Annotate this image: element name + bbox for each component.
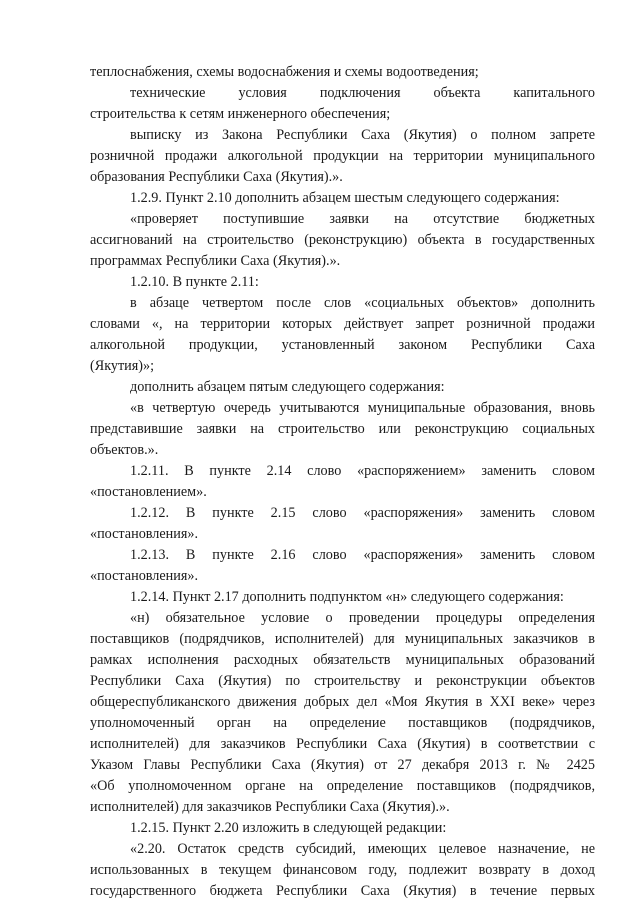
text-line: «Об уполномоченном органе на определение поставщиков (подрядчиков, [90,778,595,794]
text-line: образования Республики Саха (Якутия).». [90,169,343,185]
text-line: «постановлением». [90,484,207,500]
text-line: ассигнований на строительство (реконструкцию) объекта в государственных [90,232,595,248]
text-line: 1.2.12. В пункте 2.15 слово «распоряжения» заменить словом [130,505,595,521]
text-line: дополнить абзацем пятым следующего содержания: [130,379,445,395]
text-line: рамках исполнения расходных обязательств муниципальных образований [90,652,595,668]
text-line: «в четвертую очередь учитываются муниципальные образования, вновь [130,400,595,416]
text-line: выписку из Закона Республики Саха (Якутия) о полном запрете [130,127,595,143]
text-line: в абзаце четвертом после слов «социальных объектов» дополнить [130,295,595,311]
text-line: исполнителей) для заказчиков Республики Саха (Якутия) в соответствии с [90,736,595,752]
text-line: программах Республики Саха (Якутия).». [90,253,341,269]
text-line: «2.20. Остаток средств субсидий, имеющих целевое назначение, не [130,841,595,857]
text-line: поставщиков (подрядчиков, исполнителей) для муниципальных заказчиков в [90,631,595,647]
text-line: представившие заявки на строительство или реконструкцию социальных [90,421,595,437]
text-line: розничной продажи алкогольной продукции на территории муниципального [90,148,595,164]
text-line: исполнителей) для заказчиков Республики Саха (Якутия).». [90,799,450,815]
text-line: Указом Главы Республики Саха (Якутия) от 27 декабря 2013 г. № 2425 [90,757,595,773]
text-line: 1.2.11. В пункте 2.14 слово «распоряжением» заменить словом [130,463,595,479]
text-line: 1.2.14. Пункт 2.17 дополнить подпунктом «н» следующего содержания: [130,589,564,605]
text-line: использованных в текущем финансовом году, подлежит возврату в доход [90,862,595,878]
text-line: словами «, на территории которых действует запрет розничной продажи [90,316,595,332]
text-line: «постановления». [90,568,199,584]
text-line: «постановления». [90,526,199,542]
text-line: теплоснабжения, схемы водоснабжения и схемы водоотведения; [90,64,479,80]
text-line: 1.2.9. Пункт 2.10 дополнить абзацем шестым следующего содержания: [130,190,560,206]
text-line: технические условия подключения объекта капитального [130,85,595,101]
text-line: 1.2.15. Пункт 2.20 изложить в следующей редакции: [130,820,447,836]
text-line: общереспубликанского движения добрых дел «Моя Якутия в XXI веке» через [90,694,595,710]
text-line: 1.2.13. В пункте 2.16 слово «распоряжения» заменить словом [130,547,595,563]
text-line: Республики Саха (Якутия) по строительству и реконструкции объектов [90,673,595,689]
text-line: уполномоченный орган на определение поставщиков (подрядчиков, [90,715,595,731]
text-line: (Якутия)»; [90,358,155,374]
text-line: «проверяет поступившие заявки на отсутствие бюджетных [130,211,595,227]
text-line: «н) обязательное условие о проведении процедуры определения [130,610,595,626]
text-line: государственного бюджета Республики Саха (Якутия) в течение первых [90,883,595,899]
text-line: алкогольной продукции, установленный законом Республики Саха [90,337,595,353]
text-line: строительства к сетям инженерного обеспечения; [90,106,391,122]
text-line: объектов.». [90,442,159,458]
text-line: 1.2.10. В пункте 2.11: [130,274,259,290]
